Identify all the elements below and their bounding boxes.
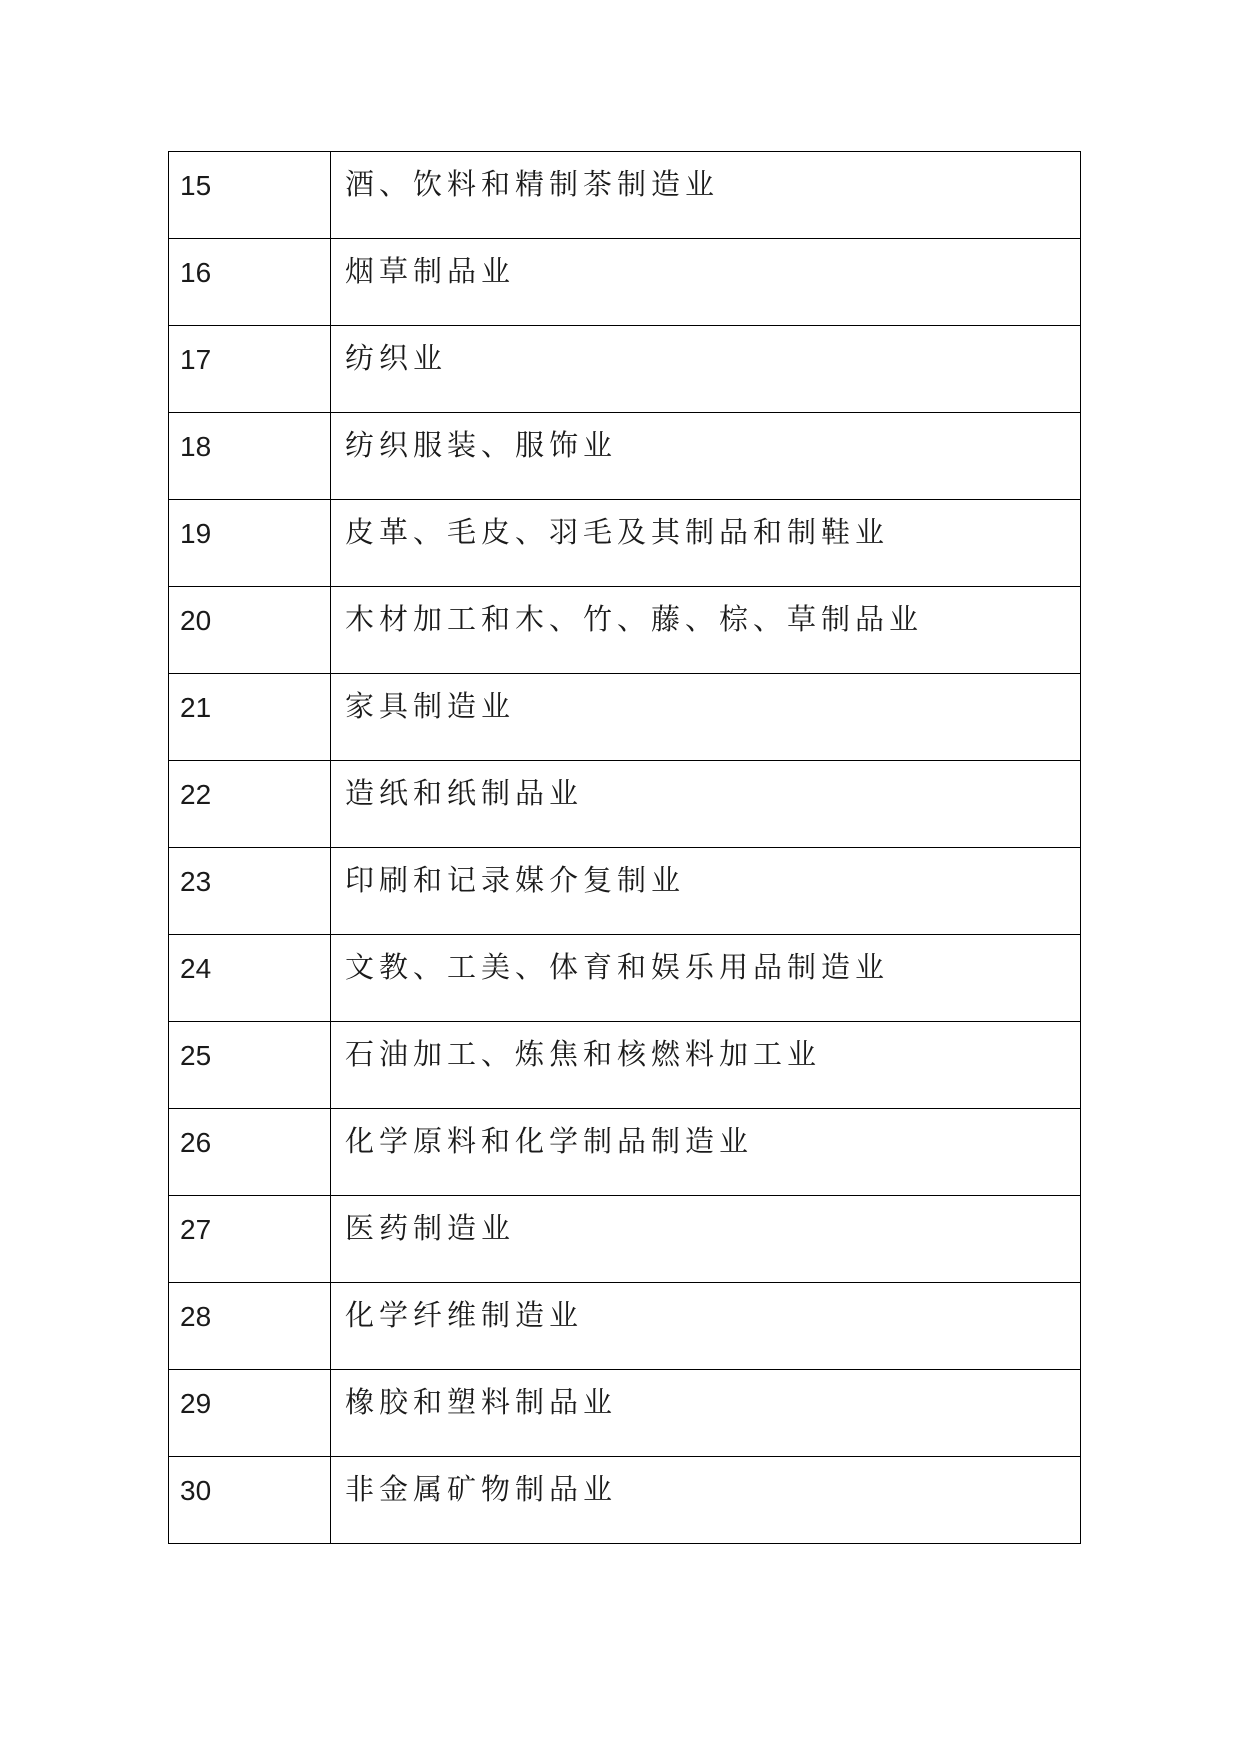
code-cell <box>169 413 331 500</box>
table-row <box>169 1457 1081 1544</box>
code-cell <box>169 1283 331 1370</box>
table-row <box>169 1283 1081 1370</box>
table-row <box>169 500 1081 587</box>
industry-code: 15 <box>180 170 212 201</box>
table-row <box>169 761 1081 848</box>
industry-code: 22 <box>180 779 212 810</box>
code-cell <box>169 239 331 326</box>
industry-name: 印刷和记录媒介复制业 <box>345 863 686 897</box>
name-cell <box>331 1283 1081 1370</box>
industry-name: 纺织服装、服饰业 <box>345 428 618 462</box>
name-cell <box>331 152 1081 239</box>
code-cell <box>169 1109 331 1196</box>
table-row <box>169 587 1081 674</box>
code-cell <box>169 500 331 587</box>
industry-name: 烟草制品业 <box>345 254 516 288</box>
code-cell <box>169 1370 331 1457</box>
name-cell <box>331 500 1081 587</box>
industry-name: 化学纤维制造业 <box>345 1298 584 1332</box>
table-row <box>169 239 1081 326</box>
name-cell <box>331 239 1081 326</box>
table-row <box>169 674 1081 761</box>
code-cell <box>169 848 331 935</box>
industry-code: 21 <box>180 692 212 723</box>
table-row <box>169 935 1081 1022</box>
code-cell <box>169 761 331 848</box>
industry-code: 24 <box>180 953 212 984</box>
industry-code: 18 <box>180 431 212 462</box>
name-cell <box>331 935 1081 1022</box>
industry-code: 23 <box>180 866 212 897</box>
table-row <box>169 326 1081 413</box>
industry-name: 酒、饮料和精制茶制造业 <box>345 167 720 201</box>
industry-name: 家具制造业 <box>345 689 516 723</box>
name-cell <box>331 587 1081 674</box>
industry-code: 17 <box>180 344 212 375</box>
table-row <box>169 1196 1081 1283</box>
code-cell <box>169 326 331 413</box>
table-row <box>169 152 1081 239</box>
industry-name: 医药制造业 <box>345 1211 516 1245</box>
industry-table <box>168 151 1081 1544</box>
name-cell <box>331 1109 1081 1196</box>
name-cell <box>331 761 1081 848</box>
industry-name: 皮革、毛皮、羽毛及其制品和制鞋业 <box>345 515 890 549</box>
industry-name: 文教、工美、体育和娱乐用品制造业 <box>345 950 890 984</box>
code-cell <box>169 674 331 761</box>
industry-code: 28 <box>180 1301 212 1332</box>
industry-name: 化学原料和化学制品制造业 <box>345 1124 754 1158</box>
industry-name: 橡胶和塑料制品业 <box>345 1385 618 1419</box>
name-cell <box>331 326 1081 413</box>
name-cell <box>331 413 1081 500</box>
table-row <box>169 1370 1081 1457</box>
table-row <box>169 413 1081 500</box>
name-cell <box>331 1022 1081 1109</box>
name-cell <box>331 1370 1081 1457</box>
industry-code: 27 <box>180 1214 212 1245</box>
industry-code: 16 <box>180 257 212 288</box>
industry-name: 木材加工和木、竹、藤、棕、草制品业 <box>345 602 924 636</box>
industry-name: 非金属矿物制品业 <box>345 1472 618 1506</box>
name-cell <box>331 1196 1081 1283</box>
industry-code: 26 <box>180 1127 212 1158</box>
industry-code: 20 <box>180 605 212 636</box>
code-cell <box>169 1196 331 1283</box>
table-row <box>169 848 1081 935</box>
code-cell <box>169 935 331 1022</box>
name-cell <box>331 848 1081 935</box>
industry-code: 19 <box>180 518 212 549</box>
name-cell <box>331 674 1081 761</box>
industry-code: 30 <box>180 1475 212 1506</box>
table-row <box>169 1022 1081 1109</box>
name-cell <box>331 1457 1081 1544</box>
code-cell <box>169 587 331 674</box>
industry-code: 25 <box>180 1040 212 1071</box>
industry-name: 石油加工、炼焦和核燃料加工业 <box>345 1037 822 1071</box>
industry-code: 29 <box>180 1388 212 1419</box>
code-cell <box>169 152 331 239</box>
code-cell <box>169 1457 331 1544</box>
industry-name: 纺织业 <box>345 341 448 375</box>
code-cell <box>169 1022 331 1109</box>
table-row <box>169 1109 1081 1196</box>
industry-name: 造纸和纸制品业 <box>345 776 584 810</box>
